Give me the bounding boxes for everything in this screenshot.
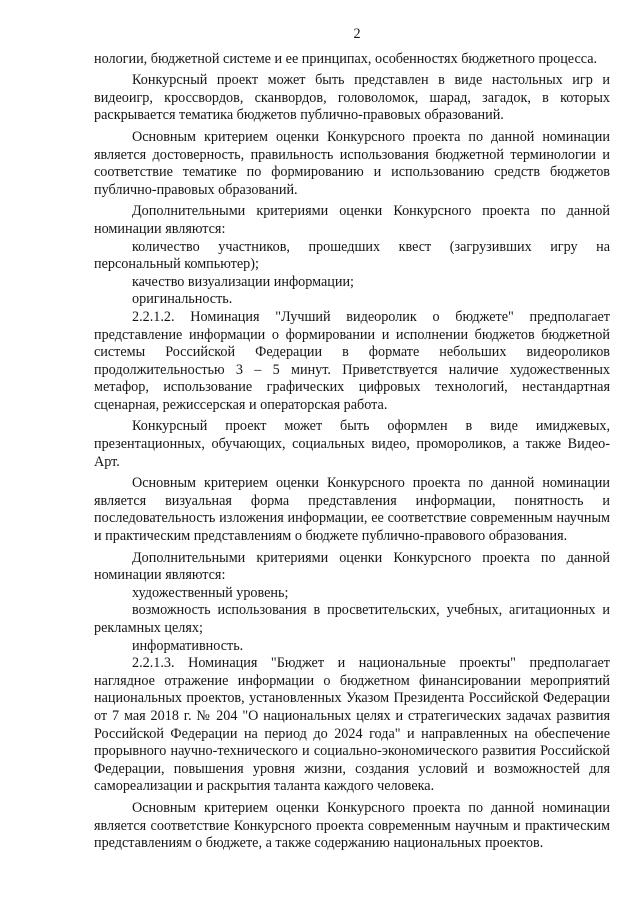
paragraph: Основным критерием оценки Конкурсного проекта по данной номинации является визуальная форма представления информации, понятность и последовательность изложения информации, ее соответствие современным научным и практическим представлениям о бюджете публично-правового образования. <box>94 475 610 545</box>
paragraph: Дополнительными критериями оценки Конкурсного проекта по данной номинации являются: <box>94 549 610 584</box>
paragraph: Основным критерием оценки Конкурсного проекта по данной номинации является достоверность, правильность использования бюджетной терминологии и соответствие тематике по формированию и использованию средств бюджетов публично-правовых образований. <box>94 128 610 198</box>
paragraph: качество визуализации информации; <box>132 273 355 290</box>
paragraph: информативность. <box>132 637 244 654</box>
paragraph: оригинальность. <box>132 291 233 308</box>
paragraph: Основным критерием оценки Конкурсного проекта по данной номинации является соответствие Конкурсного проекта современным научным и практическим представлениям о бюджете, а также содержанию национальных проектов. <box>94 799 610 852</box>
paragraph: художественный уровень; <box>132 584 289 601</box>
paragraph: Дополнительными критериями оценки Конкурсного проекта по данной номинации являются: <box>94 203 610 237</box>
paragraph: 2.2.1.2. Номинация "Лучший видеоролик о бюджете" предполагает представление информации о формировании и исполнении бюджетов бюджетной системы Российской Федерации в формате небольших видеороликов продолжительностью 3 – 5 минут. Приветствуется наличие художественных метафор, использование графических цифровых технологий, нестандартная сценарная, режиссерская и операторская работа. <box>94 308 610 413</box>
paragraph: Конкурсный проект может быть оформлен в виде имиджевых, презентационных, обучающих, социальных видео, промороликов, а также Видео-Арт. <box>94 418 610 470</box>
paragraph: нологии, бюджетной системе и ее принципах, особенностях бюджетного процесса. <box>94 50 598 67</box>
page-number: 2 <box>353 26 361 42</box>
body-text <box>94 51 610 853</box>
paragraph: возможность использования в просветительских, учебных, агитационных и рекламных целях; <box>94 602 610 636</box>
paragraph: 2.2.1.3. Номинация "Бюджет и национальные проекты" предполагает наглядное отражение информации о бюджетном финансировании мероприятий национальных проектов, установленных Указом Президента Российской Федерации от 7 мая 2018 г. № 204 "О национальных целях и стратегических задачах развития Российской Федерации на период до 2024 года" и направленных на обеспечение прорывного научно-технического и социально-экономического развития Российской Федерации, повышения уровня жизни, создания условий и возможностей для самореализации и раскрытия таланта каждого человека. <box>94 655 610 795</box>
paragraph: Конкурсный проект может быть представлен в виде настольных игр и видеоигр, кроссвордов, сканвордов, головоломок, шарад, загадок, в которых раскрывается тематика бюджетов публично-правовых образований. <box>94 72 610 124</box>
paragraph: количество участников, прошедших квест (загрузивших игру на персональный компьютер); <box>94 238 610 273</box>
